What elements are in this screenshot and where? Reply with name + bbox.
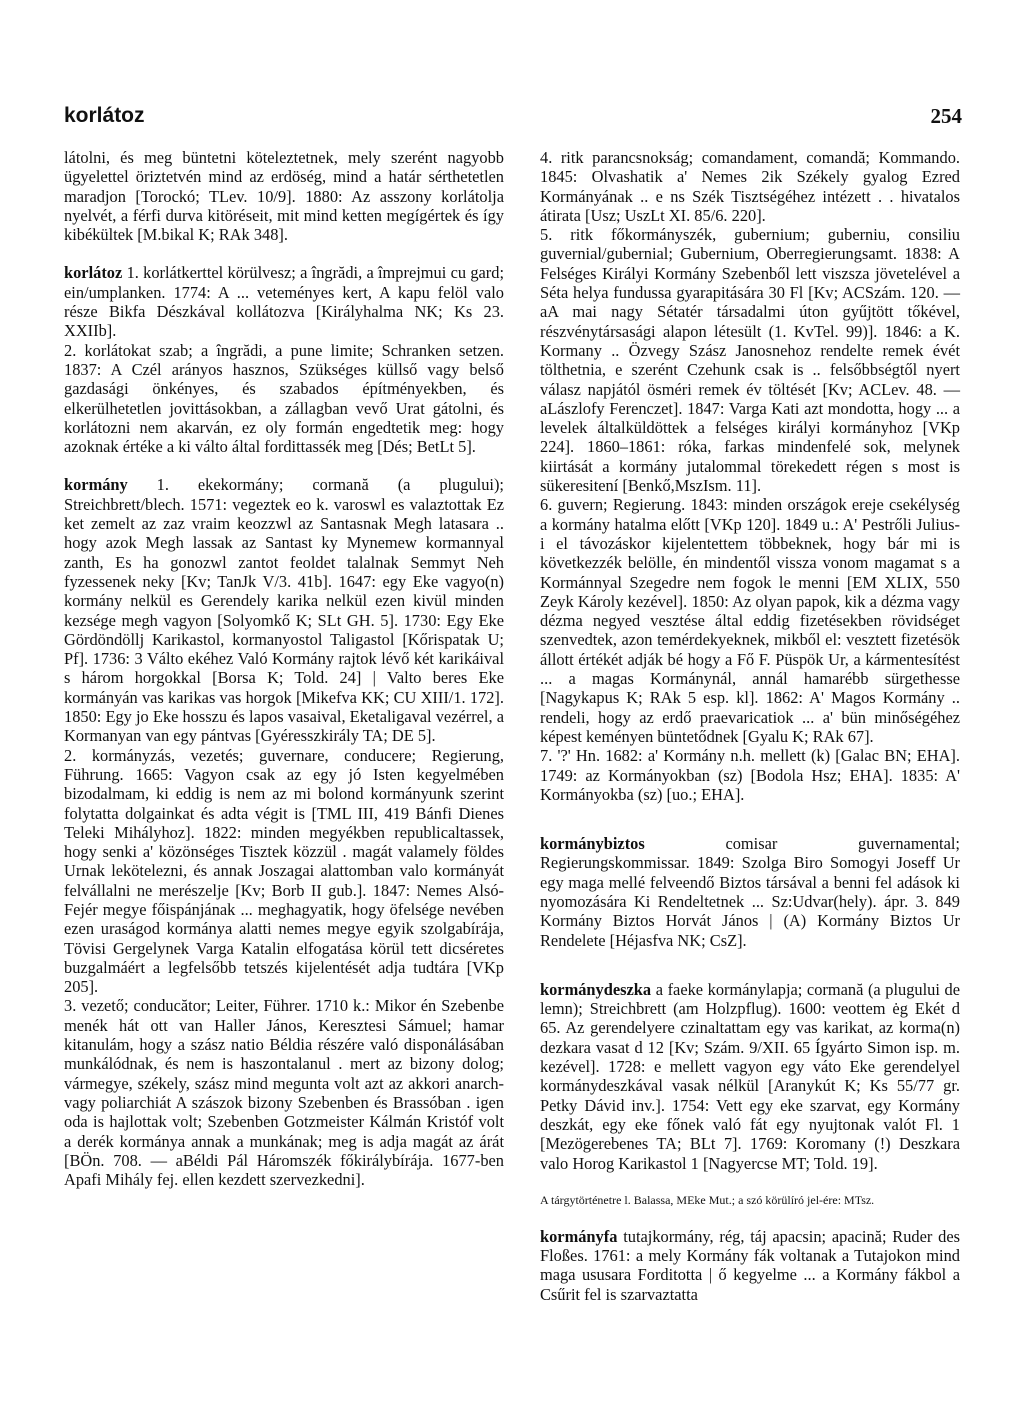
entry-sense: 6. guvern; Regierung. 1843: minden országok ereje csekélység a kormány hatalma előtt [VKp 120]. 1849 u.: A' Pestrőli Julius-i el távozáskor kijelentettem többeknek, hogy bár mi is következzék belölle, én mindentől vissza vonom magamat s a Kormánnyal Szegedre nem fogok le menni [EM XLIX, 550 Zeyk Károly kezével]. 1850: Az olyan papok, kik a dézma vagy dézma negyed vesztése által eddig fizetésekben rövidséget szenvedtek, azon temérdekyeknek, mikből el: vesztett fizetésök állott értékét adják bé hogy a Fő F. Püspök Ur, a kármentesítést ... a magas Kormánynál, annál hamarébb sürgethesse [Nagykapus K; RAk 5 esp. kl]. 1862: A' Magos Kormány .. rendeli, hogy az erdő praevaricatiok ... a' bün minőségéhez képest keményen büntetődnek [Gyalu K; RAk 67]. (540, 495, 960, 746)
running-head-word: korlátoz (64, 104, 145, 127)
footnote: A tárgytörténetre l. Balassa, MEke Mut.; a szó körülíró jel-ére: MTsz. (540, 1192, 875, 1207)
entry-sense: 7. '?' Hn. 1682: a' Kormány n.h. mellett (k) [Galac BN; EHA]. 1749: az Kormányokban (sz) [Bodola Hsz; EHA]. 1835: A' Kormányokba (sz) [uo.; EHA]. (540, 746, 960, 804)
entry-kormany (64, 475, 504, 745)
entry-sense: 5. ritk főkormányszék, gubernium; guberniu, consiliu guvernial/gubernial; Gubernium, Oberregierungsamt. 1838: A Felséges Királyi Kormány Szebenből lett viszsza jövetelével a Séta helya fundussa gyarapitására 30 Fl [Kv; ACSzám. 120. — aA mai nagy Sétatér társadalmi úton gyűjtött tőkével, részvénytársasági alapon létesült (1. KvTel. 99)]. 1846: a K. Kormany .. Özvegy Szász Janosnehoz rendelte remek évét tölthetnia, e szerént Czehunk csak is .. felsőbbségtől nyert válasz napjától ösméri remek év töltését [Kv; ACLev. 48. — aLászlofy Ferenczet]. 1847: Varga Kati azt mondotta, hogy ... a levelek általküldöttek a felséges királyi kormányhoz [VKp 224]. 1860–1861: róka, farkas mindenfelé sok, melynek kiirtását a kormány jutalommal törekedett régen s most is sükeresitení [Benkő,MszIsm. 11]. (540, 225, 960, 496)
headword: kormánybiztos (540, 834, 645, 854)
page-header (64, 100, 962, 136)
entry-sense: 3. vezető; conducător; Leiter, Führer. 1710 k.: Mikor én Szebenbe menék hát ott van Haller János, Keresztesi Sámuel; hamar kitanulám, hogy a szász natio Béldia részére való disponálásában munkálódnak, és nem is haszontalanul . mert az bizony dolog; vármegye, székely, szász mind megunta volt azt az akkori anarch- vagy poliarchiát A szászok bizony Szebenben és Brassóban . igen oda is hajlottak volt; Szebenben Gotzmeister Kálmán Kristóf volt a derék kormánya annak a munkának; meg is adja magát az árát [BÖn. 708. — aBéldi Pál Háromszék főkirálybírája. 1677-ben Apafi Mihály fej. ellen kezdett szervezkedni]. (64, 996, 504, 1190)
headword: korlátoz (64, 263, 123, 283)
entry-sense: 2. kormányzás, vezetés; guvernare, conducere; Regierung, Führung. 1665: Vagyon csak az egy jó Isten kegyelmében bizodalmam, ki eddig is nem az mi bolond kormányunk szerint folytatta dolgainkat és adta végit is [TML III, 419 Bánfi Dienes Teleki Mihályhoz]. 1822: minden megyékben republicaltassek, hogy senki a' közönséges Tisztek közzül . magát valamely földes Urnak lekötelezni, és annak Joszagai alattomban valo kormányát felvállalni ne merészelje [Kv; Borb II gub.]. 1847: Nemes Alsó-Fejér megye főispánjának ... meghagyatik, hogy öfelsége nevében ezen uraságod kormánya alatti nemes megye egyik szolgabírája, Tövisi Gergelynek Varga Katalin elfogatása körül tett dicséretes buzgalmáért a legfelsőbb tetszés kijelentését adja tudtára [VKp 205]. (64, 745, 504, 997)
headword: kormányfa (540, 1226, 618, 1246)
left-column (64, 148, 504, 1189)
entry-korlatoz (64, 263, 504, 340)
entry-sense: 4. ritk parancsnokság; comandament, comandă; Kommando. 1845: Olvashatik a' Nemes 2ik Székely gyalog Ezred Kormányának .. e ns Szék Tisztségéhez intézett . . hivatalos átirata [Usz; UszLt XI. 85/6. 220]. (540, 148, 960, 225)
entry-kormanyfa (540, 1227, 960, 1304)
entry-kormanybiztos (540, 834, 960, 950)
entry-paragraph: látolni, és meg büntetni köteleztetnek, mely szerént nagyobb ügyelettel öriztetvén mind az erdöség, mind a határ sérthetetlen maradjon [Torockó; TLev. 10/9]. 1880: Az asszony korlátolja nyelvét, a férfi durva kitöréseit, mit mind ketten megígértek és így kibékültek [M.bikal K; RAk 348]. (64, 148, 504, 245)
right-column (540, 148, 960, 1304)
entry-body: 1. ekekormány; cormană (a plugului); Streichbrett/blech. 1571: vegeztek eo k. varoswl es valaztottak Ez ket zemelt az zaz vraim keozzwl az Santasnak Megh latasara .. hogy azok Megh lassak az Santast ky Mynemew kormannyal zanth, Es ha gonozwl zantot feoldet talalnak Semmyt Neh fyzessenek neky [Kv; TanJk V/3. 41b]. 1647: egy Eke vagyo(n) kormány nelkül es Gerendely karika nelkül ezen kivül minden kezsége megh vagyon [Solyomkő K; SLt GH. 5]. 1730: Egy Eke Gördöndöllj Karikastol, kormanyostol Taligastol [Kőrispatak U; Pf]. 1736: 3 Válto ekéhez Való Kormány rajtok lévő két karikáival s három horgokkal [Borsa K; Told. 24] | Valto beres Eke kormányán vas karikas vas horgok [Mikefva KK; CU XIII/1. 172]. 1850: Egy jo Eke hosszu és lapos vasaival, Eketaligaval vezérrel, a Kormanyan van egy pántvas [Gyéresszkirály TA; DE 5]. (64, 475, 504, 746)
entry-body: 1. korlátkerttel körülvesz; a îngrădi, a împrejmui cu gard; ein/umplanken. 1774: A ... veteményes kert, A kapu felöl valo része Bikfa Dészkával kollátozva [Királyhalma NK; Ks 23. XXIIb]. (64, 263, 505, 341)
page-number: 254 (930, 104, 962, 128)
entry-body: comisar guvernamental; Regierungskommissar. 1849: Szolga Biro Somogyi Joseff Ur egy maga mellé felveendő Biztos társával a benni fel adások ki nyomozására Ki Rendeltetnek ... Sz:Udvar(hely). ápr. 3. 849 Kormány Biztos Horvát János | (A) Kormány Biztos Ur Rendelete [Héjasfva NK; CsZ]. (540, 834, 960, 950)
entry-sense: 2. korlátokat szab; a îngrădi, a pune limite; Schranken setzen. 1837: A Czél arányos hasznos, Szükséges küllső vagy belső gazdasági önkényes, és szabados építményekben, és elkerülhetetlen jovittásokban, a zállagban vevő Urat gátolni, és korlátozni nem akarván, ez oly formán engedtetik meg: hogy azoknak értéke a ki válto által fordittassék meg [Dés; BetLt 5]. (64, 340, 504, 457)
headword: kormánydeszka (540, 979, 652, 999)
headword: kormány (64, 475, 128, 495)
entry-body: a faeke kormánylapja; cormană (a plugului de lemn); Streichbrett (am Holzpflug). 1600: veottem ėg Ekét d 65. Az gerendelyere czinaltattam egy vas karikat, az korma(n) dezkara vasat d 12 [Kv; Szám. 9/XII. 65 Ígyárto Simon isp. m. kezével]. 1728: e mellett vagyon egy váto Eke gerendelyel kormánydeszkával vasak nélkül [Aranykút K; Ks 55/77 gr. Petky Dávid inv.]. 1754: Vett egy eke szarvat, egy Kormány deszkát, egy eke főnek való fát egy nyujtonak valót Fl. 1 [Mezögerebenes TA; BLt 7]. 1769: Koromany (!) Deszkara valo Horog Karikastol 1 [Nagyercse MT; Told. 19]. (540, 979, 960, 1173)
entry-body: tutajkormány, rég, táj apacsin; apacină; Ruder des Floßes. 1761: a mely Kormány fák voltanak a Tutajokon mind maga ususara Forditotta | ő kegyelme ... a Kormány fákbol a Csűrit fel is szarvaztatta (540, 1226, 960, 1304)
entry-kormanydeszka (540, 980, 960, 1173)
